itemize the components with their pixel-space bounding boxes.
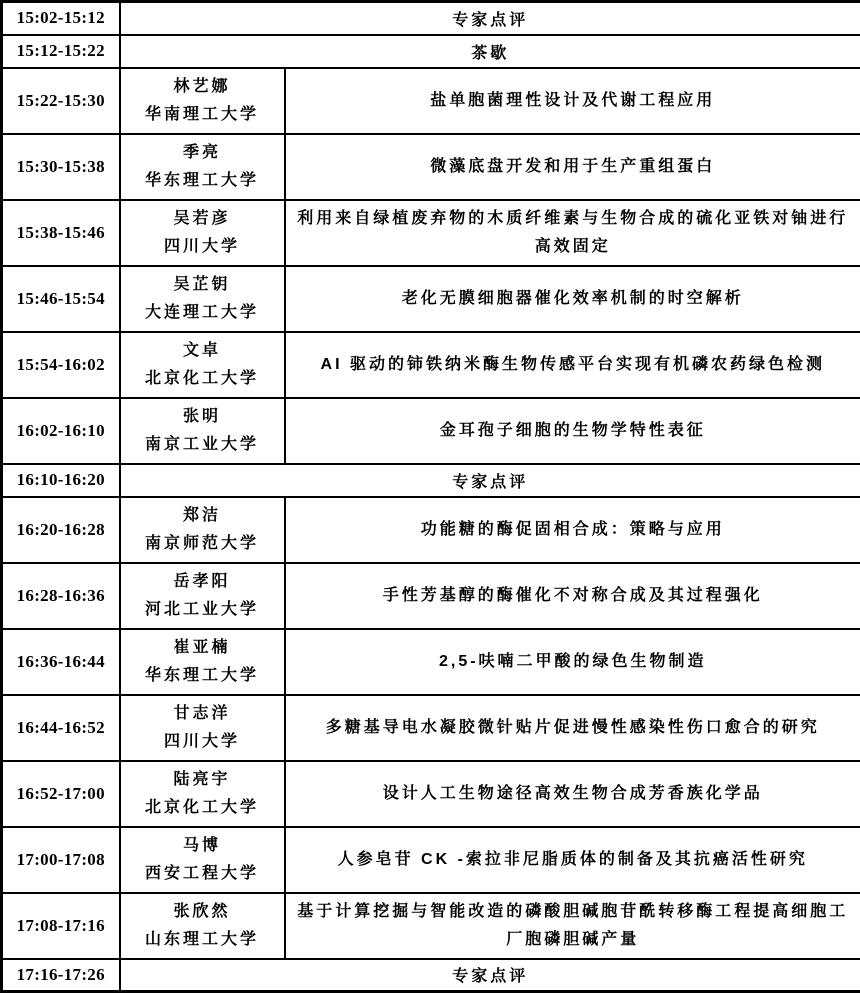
- session-label: 专家点评: [120, 2, 860, 35]
- speaker-affiliation: 河北工业大学: [144, 600, 259, 618]
- speaker-cell: [120, 695, 285, 761]
- talk-row: [2, 827, 860, 893]
- talk-row: [2, 893, 860, 959]
- time-slot: 15:22-15:30: [2, 68, 120, 134]
- session-row: [2, 2, 860, 35]
- speaker-cell: [120, 134, 285, 200]
- speaker-name: 林艺娜: [173, 77, 231, 95]
- speaker-affiliation: 北京化工大学: [144, 369, 259, 387]
- talk-title: 盐单胞菌理性设计及代谢工程应用: [285, 68, 860, 134]
- talk-title: AI 驱动的铈铁纳米酶生物传感平台实现有机磷农药绿色检测: [285, 332, 860, 398]
- talk-row: [2, 332, 860, 398]
- speaker-cell: [120, 761, 285, 827]
- speaker-affiliation: 西安工程大学: [144, 864, 259, 882]
- speaker-name: 马博: [182, 836, 221, 854]
- speaker-name: 文卓: [182, 341, 221, 359]
- talk-row: [2, 68, 860, 134]
- schedule-table-body: [2, 2, 860, 992]
- time-slot: 17:08-17:16: [2, 893, 120, 959]
- time-slot: 15:02-15:12: [2, 2, 120, 35]
- talk-title: 功能糖的酶促固相合成：策略与应用: [285, 497, 860, 563]
- speaker-cell: [120, 497, 285, 563]
- talk-row: [2, 266, 860, 332]
- time-slot: 15:54-16:02: [2, 332, 120, 398]
- speaker-name: 吴芷钥: [173, 275, 231, 293]
- talk-row: [2, 761, 860, 827]
- speaker-cell: [120, 398, 285, 464]
- time-slot: 16:02-16:10: [2, 398, 120, 464]
- speaker-affiliation: 四川大学: [163, 237, 240, 255]
- speaker-affiliation: 华东理工大学: [144, 666, 259, 684]
- speaker-affiliation: 南京师范大学: [144, 534, 259, 552]
- time-slot: 15:38-15:46: [2, 200, 120, 266]
- time-slot: 16:52-17:00: [2, 761, 120, 827]
- speaker-cell: [120, 332, 285, 398]
- speaker-affiliation: 北京化工大学: [144, 798, 259, 816]
- speaker-affiliation: 大连理工大学: [144, 303, 259, 321]
- speaker-name: 甘志洋: [173, 704, 231, 722]
- time-slot: 15:12-15:22: [2, 35, 120, 68]
- talk-row: [2, 563, 860, 629]
- talk-title: 利用来自绿植废弃物的木质纤维素与生物合成的硫化亚铁对铀进行高效固定: [285, 200, 860, 266]
- time-slot: 17:00-17:08: [2, 827, 120, 893]
- session-label: 专家点评: [120, 959, 860, 992]
- speaker-cell: [120, 629, 285, 695]
- talk-title: 金耳孢子细胞的生物学特性表征: [285, 398, 860, 464]
- talk-title: 2,5-呋喃二甲酸的绿色生物制造: [285, 629, 860, 695]
- time-slot: 16:20-16:28: [2, 497, 120, 563]
- speaker-cell: [120, 893, 285, 959]
- speaker-cell: [120, 266, 285, 332]
- speaker-cell: [120, 563, 285, 629]
- time-slot: 16:28-16:36: [2, 563, 120, 629]
- time-slot: 16:44-16:52: [2, 695, 120, 761]
- speaker-name: 崔亚楠: [173, 638, 231, 656]
- talk-row: [2, 695, 860, 761]
- talk-row: [2, 134, 860, 200]
- talk-title: 人参皂苷 CK -索拉非尼脂质体的制备及其抗癌活性研究: [285, 827, 860, 893]
- session-label: 专家点评: [120, 464, 860, 497]
- speaker-affiliation: 山东理工大学: [144, 930, 259, 948]
- talk-row: [2, 497, 860, 563]
- time-slot: 15:30-15:38: [2, 134, 120, 200]
- speaker-cell: [120, 827, 285, 893]
- speaker-affiliation: 华东理工大学: [144, 171, 259, 189]
- speaker-affiliation: 南京工业大学: [144, 435, 259, 453]
- talk-row: [2, 398, 860, 464]
- speaker-affiliation: 四川大学: [163, 732, 240, 750]
- speaker-name: 张明: [182, 407, 221, 425]
- speaker-name: 季亮: [182, 143, 221, 161]
- session-row: [2, 35, 860, 68]
- time-slot: 16:10-16:20: [2, 464, 120, 497]
- speaker-name: 吴若彦: [173, 209, 231, 227]
- session-row: [2, 959, 860, 992]
- talk-title: 老化无膜细胞器催化效率机制的时空解析: [285, 266, 860, 332]
- talk-title: 基于计算挖掘与智能改造的磷酸胆碱胞苷酰转移酶工程提高细胞工厂胞磷胆碱产量: [285, 893, 860, 959]
- speaker-name: 岳孝阳: [173, 572, 231, 590]
- speaker-cell: [120, 200, 285, 266]
- session-row: [2, 464, 860, 497]
- speaker-name: 郑洁: [182, 506, 221, 524]
- talk-title: 微藻底盘开发和用于生产重组蛋白: [285, 134, 860, 200]
- time-slot: 16:36-16:44: [2, 629, 120, 695]
- talk-title: 多糖基导电水凝胶微针贴片促进慢性感染性伤口愈合的研究: [285, 695, 860, 761]
- speaker-cell: [120, 68, 285, 134]
- speaker-name: 张欣然: [173, 902, 231, 920]
- time-slot: 15:46-15:54: [2, 266, 120, 332]
- talk-title: 手性芳基醇的酶催化不对称合成及其过程强化: [285, 563, 860, 629]
- time-slot: 17:16-17:26: [2, 959, 120, 992]
- session-label: 茶歇: [120, 35, 860, 68]
- speaker-affiliation: 华南理工大学: [144, 105, 259, 123]
- talk-title: 设计人工生物途径高效生物合成芳香族化学品: [285, 761, 860, 827]
- talk-row: [2, 200, 860, 266]
- talk-row: [2, 629, 860, 695]
- speaker-name: 陆亮宇: [173, 770, 231, 788]
